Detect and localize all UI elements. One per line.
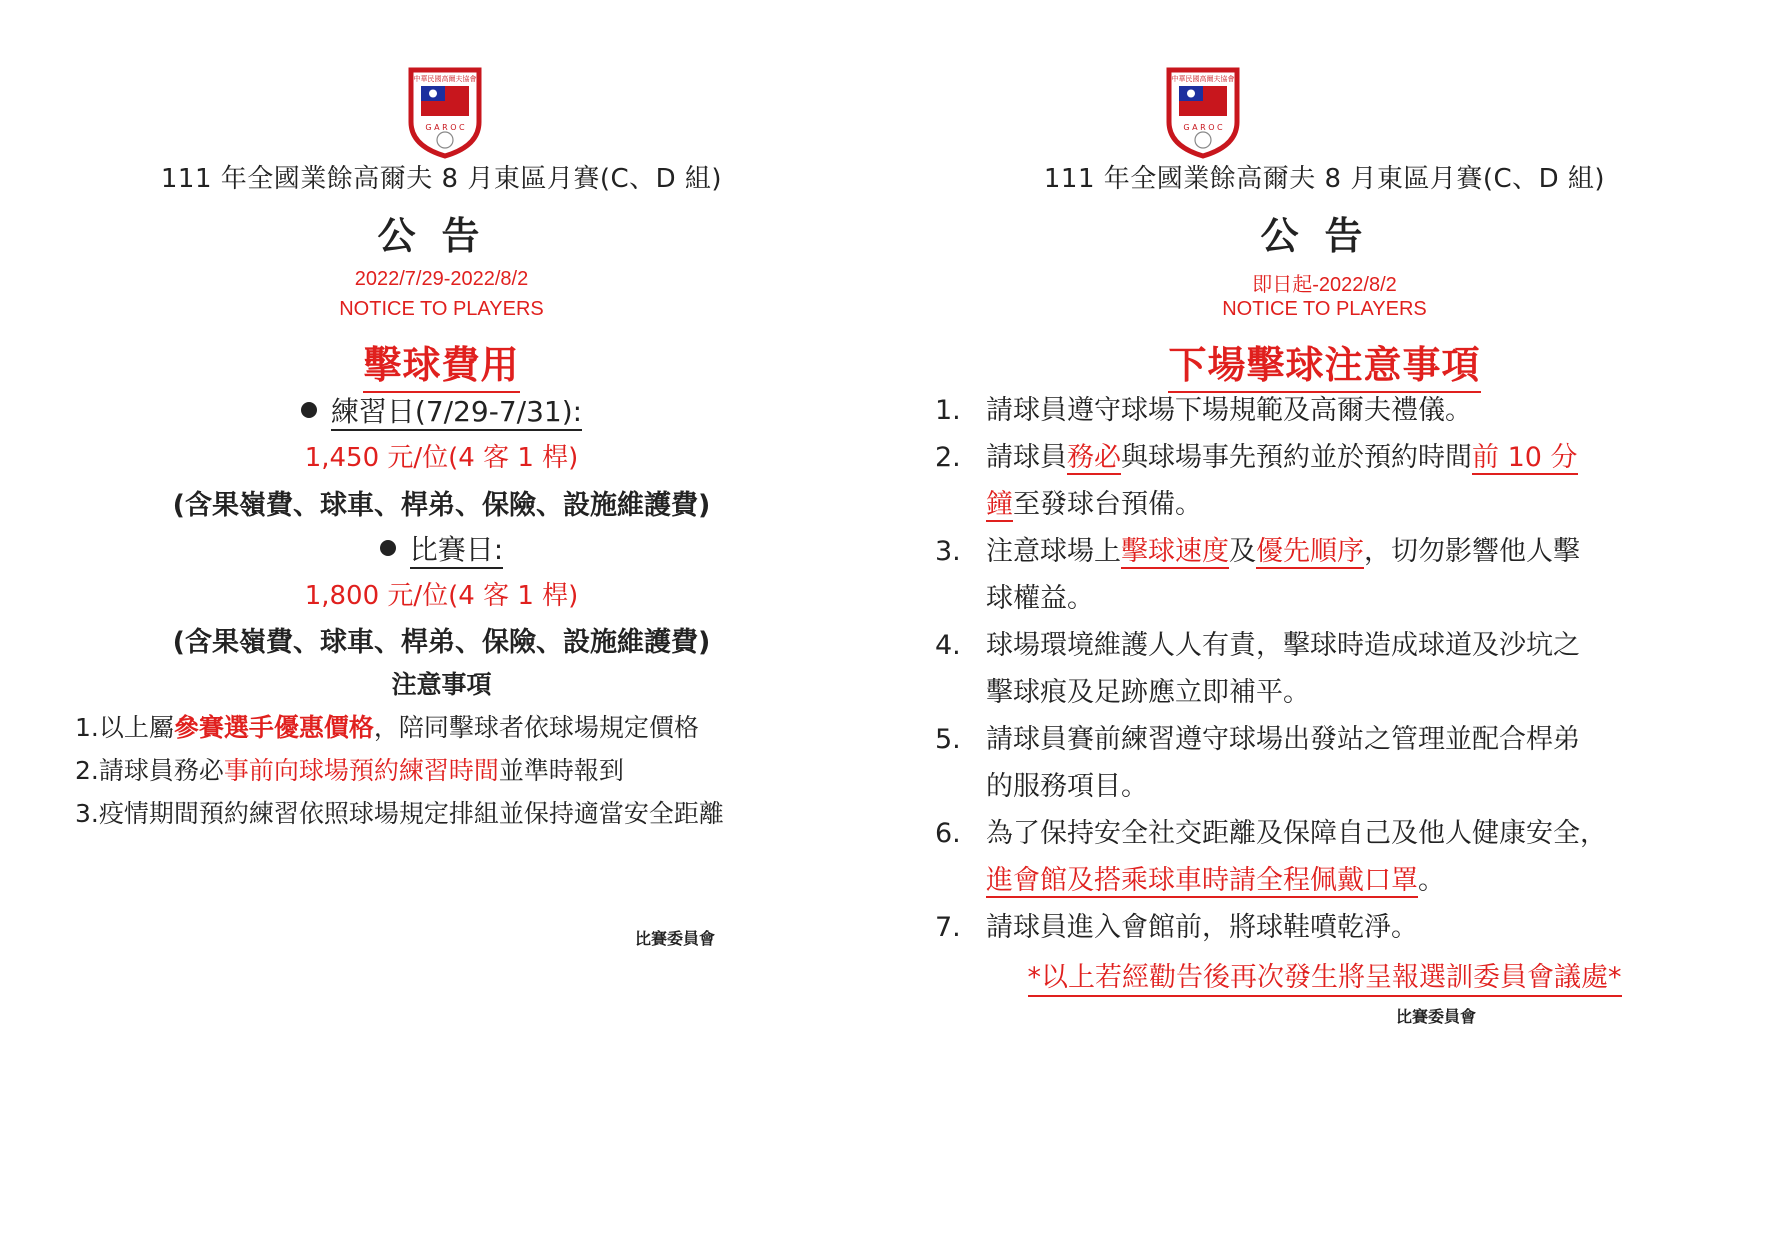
note-2: 2.請球員務必事前向球場預約練習時間並準時報到: [75, 756, 624, 785]
match-day-line: [0, 528, 883, 568]
committee-signature: 比賽委員會: [635, 929, 716, 948]
svg-text:中華民國高爾夫協會: 中華民國高爾夫協會: [413, 75, 477, 83]
warning-text: *以上若經勸告後再次發生將呈報選訓委員會議處*: [1028, 955, 1622, 997]
match-price: 1,800 元/位(4 客 1 桿): [304, 581, 579, 611]
right-notice-panel: 中華民國高爾夫協會 G A R O C 111 年全國業餘高爾夫 8 月東區月賽(C、D 組) 公告 即日起-2022/8/2 NOTICE TO PLAYERS 下場擊球注意事項 1. 請球員遵守球場下場規範及高爾夫禮儀。 2. 請球員務必與球場事先預約並於預約時間前 10 分 鐘至發球台預備。 3. 注意球場上擊球速度及優先順序，切勿影響他人擊 球權益。 4. 球場環境維護人人有責，擊球時造成球道及沙坑之 擊球痕及足跡應立即補平。 5. 請球員賽前練習遵守球場出發站之管理並配合桿弟 的服務項目。 6. 為了保持安全社交距離及保障自己及他人健康安全， 進會館及搭乘球車時請全程佩戴口罩。 7. 請球員進入會館前，將球鞋噴乾淨。 *以上若經勸告後再次發生將呈報選訓委員會議處* 比賽委員會: [883, 0, 1766, 1241]
svg-text:G A R O C: G A R O C: [425, 123, 465, 132]
note-3: 3.疫情期間預約練習依照球場規定排組並保持適當安全距離: [75, 799, 724, 828]
fee-heading-wrap: [0, 334, 883, 393]
notice-to-players: NOTICE TO PLAYERS: [339, 298, 544, 320]
event-subtitle: 111 年全國業餘高爾夫 8 月東區月賽(C、D 組): [160, 164, 723, 194]
practice-day-line: [0, 390, 883, 430]
notes-title: 注意事項: [391, 670, 492, 699]
svg-text:G A R O C: G A R O C: [1183, 123, 1223, 132]
note-1: 1.以上屬參賽選手優惠價格，陪同擊球者依球場規定價格: [75, 713, 699, 742]
fee-heading: 擊球費用: [363, 334, 519, 393]
practice-includes: (含果嶺費、球車、桿弟、保險、設施維護費): [172, 490, 711, 521]
svg-text:中華民國高爾夫協會: 中華民國高爾夫協會: [1171, 75, 1235, 83]
date-range: 2022/7/29-2022/8/2: [354, 268, 529, 290]
date-range: 即日起-2022/8/2: [1252, 274, 1397, 296]
match-day-label: 比賽日:: [410, 533, 503, 569]
match-includes: (含果嶺費、球車、桿弟、保險、設施維護費): [172, 627, 711, 658]
announcement-title: 公告: [377, 214, 506, 258]
practice-price: 1,450 元/位(4 客 1 桿): [304, 443, 579, 473]
rules-heading: 下場擊球注意事項: [1168, 334, 1480, 393]
announcement-title: 公告: [1260, 214, 1389, 258]
garoc-logo: [405, 64, 485, 160]
notice-to-players: NOTICE TO PLAYERS: [1222, 298, 1427, 320]
event-subtitle: 111 年全國業餘高爾夫 8 月東區月賽(C、D 組): [1043, 164, 1606, 194]
practice-day-label: 練習日(7/29-7/31):: [331, 395, 582, 431]
bullet-icon: [301, 402, 317, 418]
bullet-icon: [380, 540, 396, 556]
warning-wrap: [883, 955, 1766, 997]
garoc-logo: [1163, 64, 1243, 160]
committee-signature: 比賽委員會: [1396, 1007, 1477, 1026]
